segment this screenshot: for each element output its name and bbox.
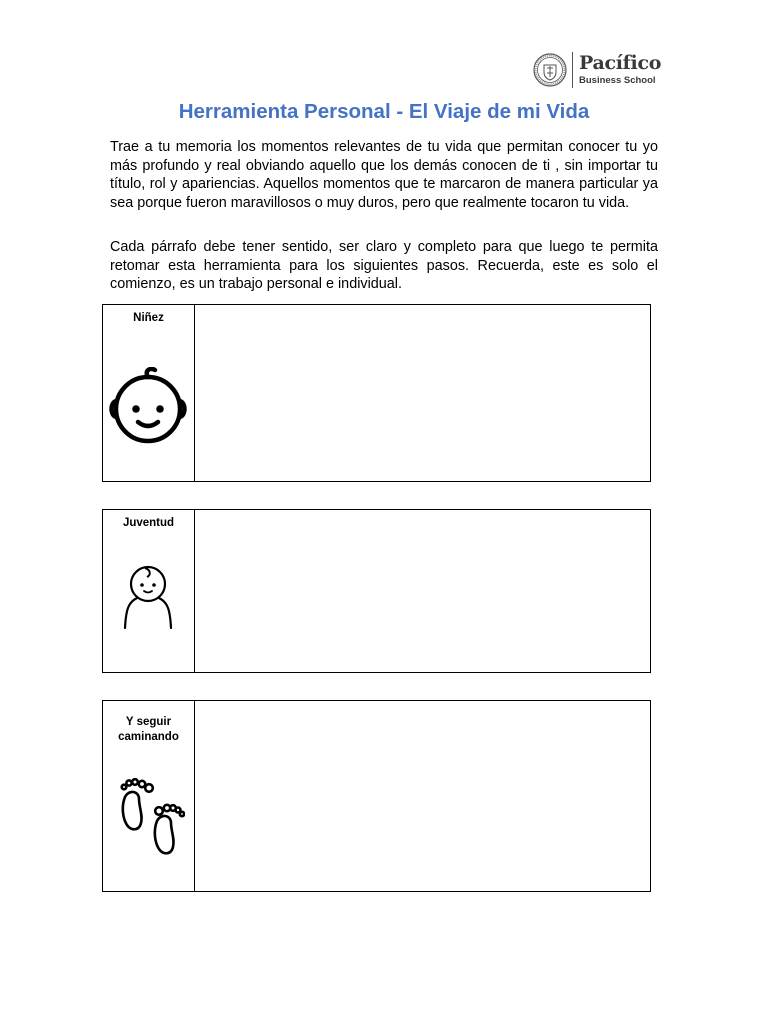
stage-box-caminando [102, 700, 651, 892]
instructions-paragraph: Cada párrafo debe tener sentido, ser claro y completo para que luego te permita retomar esta herramienta para los siguientes pasos. Recuerda, este es solo el comienzo, es un trabajo personal e individual. [110, 239, 658, 293]
stage-label: Y seguir caminando [118, 716, 179, 743]
footprints-icon [117, 777, 185, 857]
logo-divider [572, 52, 573, 88]
stage-box-juventud [102, 509, 651, 673]
stage-box-ninez [102, 304, 651, 482]
page-title: Herramienta Personal - El Viaje de mi Vida [178, 100, 590, 123]
university-seal-icon [533, 53, 567, 87]
stage-label: Niñez [133, 312, 164, 324]
response-cell[interactable] [195, 510, 650, 672]
child-portrait-icon [121, 564, 175, 630]
brand-subtitle: Business School [579, 75, 656, 87]
pacifico-logo [533, 52, 661, 88]
stage-label: Juventud [122, 517, 175, 529]
baby-face-icon [108, 367, 188, 447]
intro-paragraph: Trae a tu memoria los momentos relevantes de tu vida que permitan conocer tu yo más profundo y real obviando aquello que los demás conocen de ti , sin importar tu título, rol y apariencias. Aquellos momentos que te marcaron de manera particular ya sea porque fueron maravillosos o muy duros, pero que realmente tocaron tu vida. [110, 139, 658, 211]
brand-name: Pacífico [579, 52, 662, 75]
response-cell[interactable] [195, 305, 650, 481]
stage-label-cell [103, 701, 195, 891]
stage-label-cell [103, 305, 195, 481]
response-cell[interactable] [195, 701, 650, 891]
stage-label-cell [103, 510, 195, 672]
